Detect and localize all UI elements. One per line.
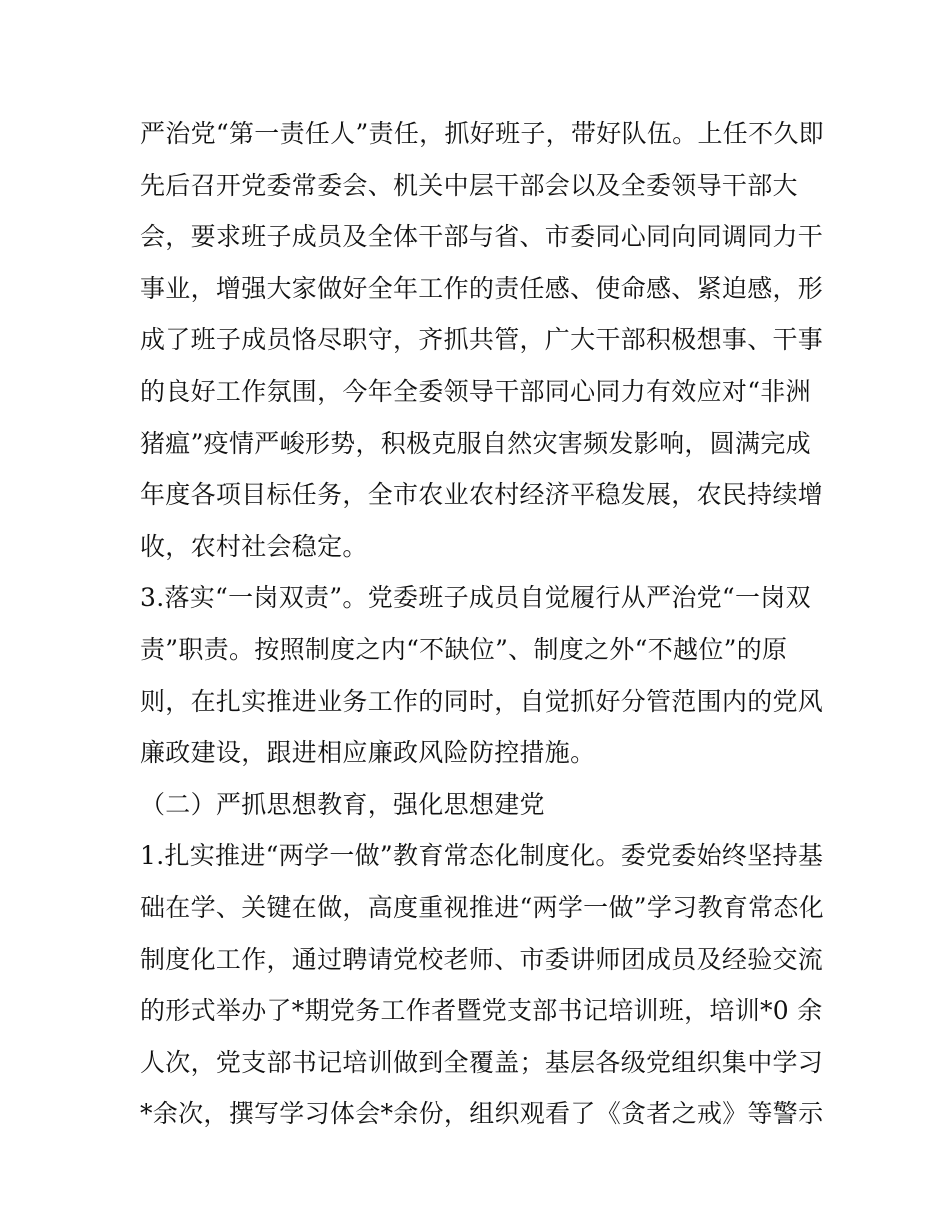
text-line-16: 础在学、关键在做，高度重视推进“两学一做”学习教育常态化	[140, 892, 824, 922]
text-line-13: 廉政建设，跟进相应廉政风险防控措施。	[140, 738, 596, 768]
text-line-17: 制度化工作，通过聘请党校老师、市委讲师团成员及经验交流	[140, 944, 824, 974]
section-heading: （二）严抓思想教育，强化思想建党	[140, 789, 545, 819]
text-line-5: 成了班子成员恪尽职守，齐抓共管，广大干部积极想事、干事	[140, 325, 824, 355]
text-line-6: 的良好工作氛围，今年全委领导干部同心同力有效应对“非洲	[140, 376, 811, 406]
text-line-20: *余次，撰写学习体会*余份，组织观看了《贪者之戒》等警示	[140, 1099, 824, 1129]
text-line-15: 1.扎实推进“两学一做”教育常态化制度化。委党委始终坚持基	[140, 841, 824, 871]
text-line-2: 先后召开党委常委会、机关中层干部会以及全委领导干部大	[140, 170, 798, 200]
text-line-10: 3.落实“一岗双责”。党委班子成员自觉履行从严治党“一岗双	[140, 583, 811, 613]
text-line-11: 责”职责。按照制度之内“不缺位”、制度之外“不越位”的原	[140, 634, 788, 664]
document-body	[140, 108, 824, 1140]
text-line-12: 则，在扎实推进业务工作的同时，自觉抓好分管范围内的党风	[140, 686, 824, 716]
text-line-8: 年度各项目标任务，全市农业农村经济平稳发展，农民持续增	[140, 480, 824, 510]
text-line-19: 人次，党支部书记培训做到全覆盖；基层各级党组织集中学习	[140, 1047, 824, 1077]
text-line-9: 收，农村社会稳定。	[140, 531, 368, 561]
text-line-7: 猪瘟”疫情严峻形势，积极克服自然灾害频发影响，圆满完成	[140, 428, 811, 458]
text-line-3: 会，要求班子成员及全体干部与省、市委同心同向同调同力干	[140, 222, 824, 252]
text-line-1: 严治党“第一责任人”责任，抓好班子，带好队伍。上任不久即	[140, 119, 824, 148]
text-line-18: 的形式举办了*期党务工作者暨党支部书记培训班，培训*0 余	[140, 996, 823, 1026]
text-line-4: 事业，增强大家做好全年工作的责任感、使命感、紧迫感，形	[140, 273, 824, 303]
